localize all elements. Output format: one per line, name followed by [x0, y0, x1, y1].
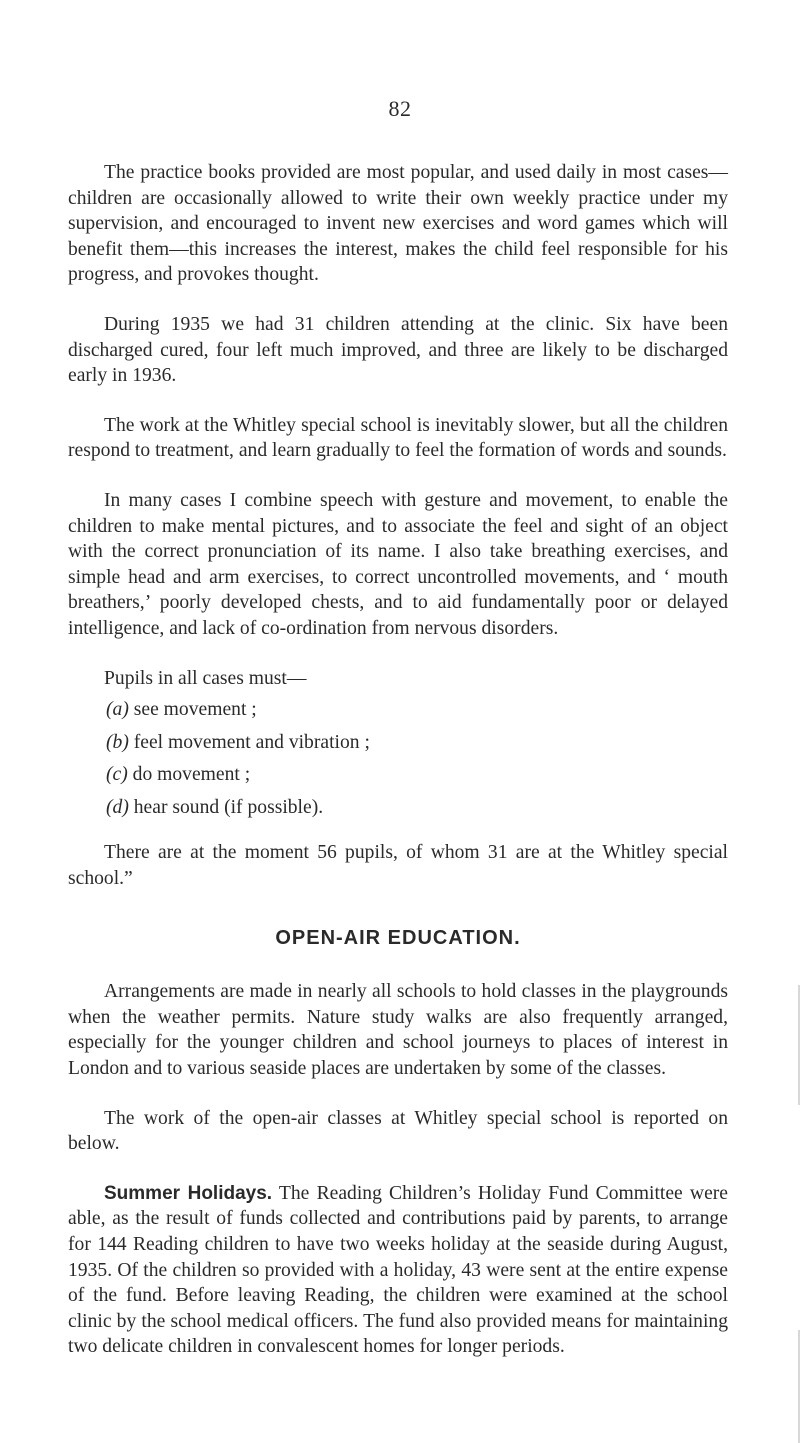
run-in-heading: Summer Holidays. — [104, 1182, 273, 1204]
paragraph-whitley-work: The work at the Whitley special school is inevitably slower, but all the children respond to treatment, and learn gradually to feel the formation of words and sounds. — [68, 414, 728, 462]
list-item — [68, 697, 728, 723]
paragraph-practice-books: The practice books provided are most popular, and used daily in most cases—children are occasionally allowed to write their own weekly practice under my supervision, and encouraged to invent new exercises and word games which will benefit them—this increases the interest, makes the child feel responsible for his progress, and provokes thought. — [68, 162, 728, 286]
list-item-text: see movement ; — [128, 699, 257, 721]
paragraph-arrangements: Arrangements are made in nearly all schools to hold classes in the playgrounds when the weather permits. Nature study walks are also frequently arranged, especially for the younger children and school journeys to places of interest in London and to various seaside places are undertaken by some of the classes. — [68, 981, 728, 1080]
section-heading: OPEN-AIR EDUCATION. — [275, 926, 521, 949]
list-item-letter: (b) — [106, 731, 129, 753]
paragraph-open-air-classes: The work of the open-air classes at Whitley special school is reported on below. — [68, 1107, 728, 1155]
requirements-list — [68, 697, 728, 820]
list-item-text: do movement ; — [127, 764, 251, 786]
body-text — [68, 160, 728, 1384]
paragraph-pupils-must: Pupils in all cases must— — [104, 667, 307, 689]
list-item-letter: (d) — [106, 796, 129, 818]
summer-holidays-text: The Reading Children’s Holiday Fund Committee were able, as the result of funds collected and contributions paid by parents, to arrange for 144 Reading children to have two weeks holiday at the seaside during August, 1935. Of the children so provided with a holiday, 43 were sent at the entire expense of the fund. Before leaving Reading, the children were examined at the school clinic by the school medical officers. The fund also provided means for maintaining two delicate children in convalescent homes for longer periods. — [68, 1182, 728, 1358]
list-item-text: hear sound (if possible). — [128, 796, 324, 818]
paragraph-pupil-count: There are at the moment 56 pupils, of whom 31 are at the Whitley special school.” — [68, 842, 728, 890]
paragraph-summer-holidays — [68, 1181, 728, 1360]
paragraph-gesture-movement: In many cases I combine speech with gesture and movement, to enable the children to make mental pictures, and to associate the feel and sight of an object with the correct pronunciation of its name. I also take breathing exercises, and simple head and arm exercises, to correct uncontrolled movements, and ‘ mouth breathers,’ poorly developed chests, and to aid fundamentally poor or delayed intelligence, and lack of co-ordination from nervous disorders. — [68, 489, 728, 639]
page-number: 82 — [388, 96, 412, 121]
list-item — [68, 795, 728, 821]
list-item — [68, 762, 728, 788]
list-item-letter: (c) — [106, 764, 128, 786]
paragraph-clinic-1935: During 1935 we had 31 children attending at the clinic. Six have been discharged cured, four left much improved, and three are likely to be discharged early in 1936. — [68, 313, 728, 387]
list-item — [68, 730, 728, 756]
list-item-text: feel movement and vibration ; — [128, 731, 370, 753]
list-item-letter: (a) — [106, 699, 129, 721]
